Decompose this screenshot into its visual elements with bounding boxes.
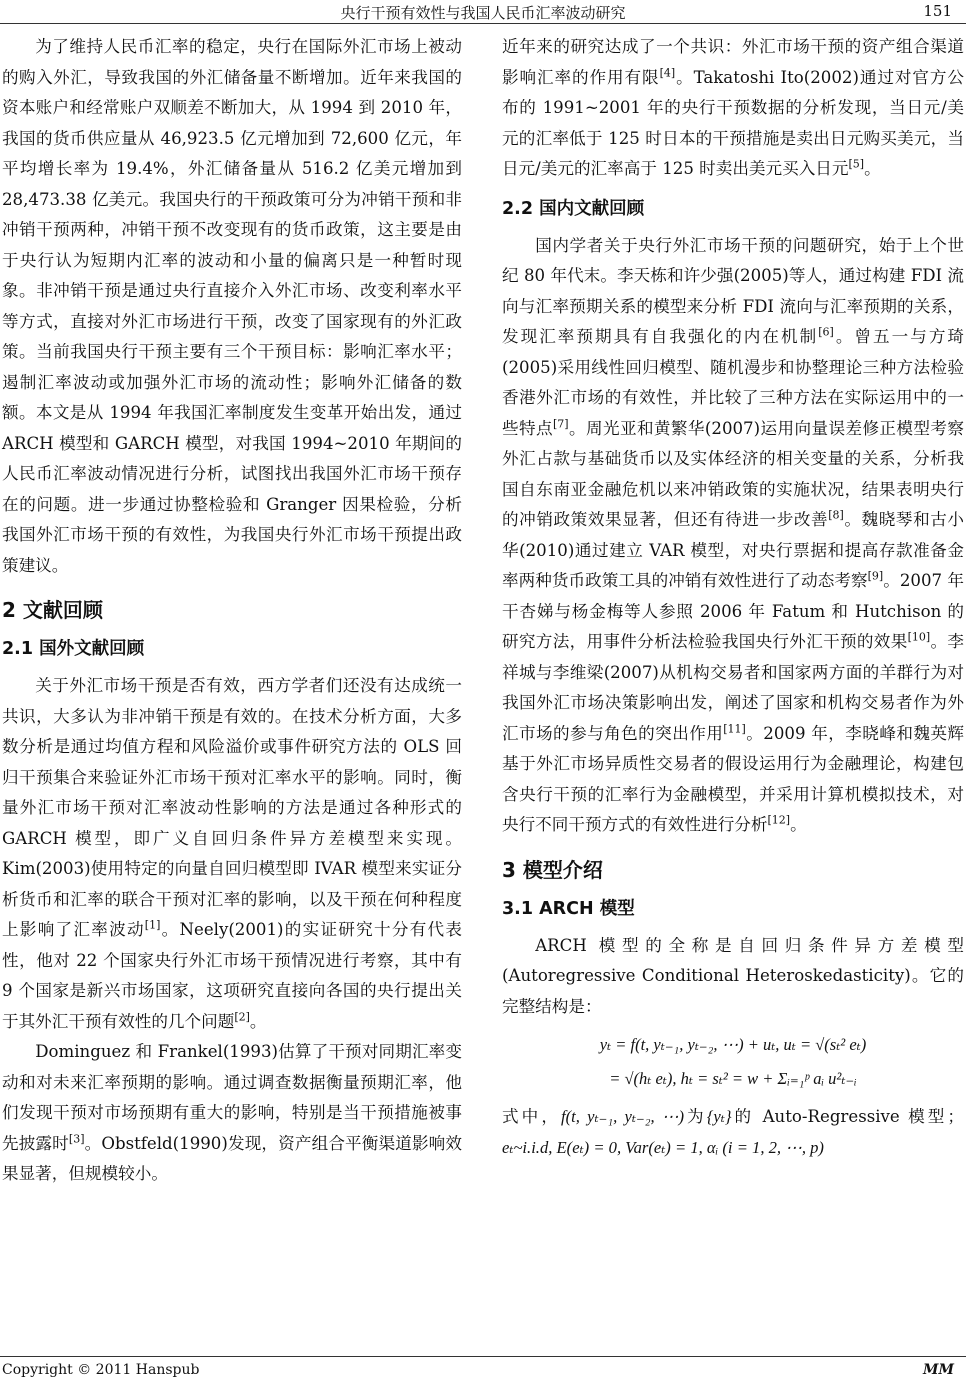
text-run: 。魏晓琴和古小华(2010)通过建立 VAR 模型，对央行票据和提高存款准备金率两种货币政策工具的冲销有效性进行了动态考察 (502, 510, 964, 590)
journal-abbrev: MM (923, 1362, 954, 1378)
section-heading-2-2: 2.2 国内文献回顾 (502, 198, 645, 219)
text-run: 为 (683, 1107, 707, 1126)
text-run: 。 (864, 159, 881, 178)
header-rule (0, 23, 966, 24)
text-run: 。Neely(2001)的实证研究十分有代表性，他对 22 个国家央行外汇市场干预情况进行考察，其中有 9 个国家是新兴市场国家，这项研究直接向各国的央行提出关于其外汇干预有效性的几个问题 (2, 920, 462, 1031)
citation-8: [8] (828, 508, 844, 522)
text-run: 。Obstfeld(1990)发现，资产组合平衡渠道影响效果显著，但规模较小。 (2, 1133, 462, 1183)
copyright-text: Copyright © 2011 Hanspub (2, 1362, 200, 1378)
consensus-paragraph (502, 32, 964, 185)
text-run: 国内学者关于央行外汇市场干预的问题研究，始于上个世纪 80 年代末。李天栋和许少强(2005)等人，通过构建 FDI 流向与汇率预期关系的模型来分析 FDI 流向与汇率预期的关系，发现汇率预期具有自我强化的内在机制 (502, 235, 964, 346)
text-run: 近年来的研究达成了一个共识：外汇市场干预的资产组合渠道影响汇率的作用有限 (502, 37, 964, 87)
page-footer (0, 1356, 966, 1386)
footer-rule (0, 1356, 966, 1357)
citation-6: [6] (818, 325, 834, 339)
formula-line-1: yₜ = f(t, yₜ₋₁, yₜ₋₂, ⋯) + uₜ, uₜ = √(sₜ² eₜ) (599, 1035, 867, 1054)
left-column (2, 32, 462, 1190)
page-header (0, 0, 966, 24)
intro-paragraph: 为了维持人民币汇率的稳定，央行在国际外汇市场上被动的购入外汇，导致我国的外汇储备量不断增加。近年来我国的资本账户和经常账户双顺差不断加大，从 1994 到 2010 年，我国的货币供应量从 46,923.5 亿元增加到 72,600 亿元，年平均增长率为 19.4%，外汇储备量从 516.2 亿美元增加到 28,473.38 亿美元。我国央行的干预政策可分为冲销干预和非冲销干预两种，冲销干预不改变现有的货币政策，这主要是由于央行认为短期内汇率的波动和小量的偏离只是一种暂时现象。非冲销干预是通过央行直接介入外汇市场、改变利率水平等方式，直接对外汇市场进行干预，改变了国家现有的外汇政策。当前我国央行干预主要有三个干预目标：影响汇率水平；遏制汇率波动或加强外汇市场的流动性；影响外汇储备的数额。本文是从 1994 年我国汇率制度发生变革开始出发，通过 ARCH 模型和 GARCH 模型，对我国 1994~2010 年期间的人民币汇率波动情况进行分析，试图找出我国外汇市场干预存在的问题。进一步通过协整检验和 Granger 因果检验，分析我国外汇市场干预的有效性，为我国央行外汇市场干预提出政策建议。 (2, 37, 462, 575)
section-heading-2: 2 文献回顾 (2, 598, 103, 622)
dominguez-paragraph (2, 1037, 462, 1190)
citation-12: [12] (767, 813, 791, 827)
domestic-literature-paragraph (502, 231, 964, 841)
text-run: Dominguez 和 Frankel(1993)估算了干预对同期汇率变动和对未来汇率预期的影响。通过调查数据衡量预期汇率，他们发现干预对市场预期有重大的影响，特别是当干预措施被事先披露时 (2, 1042, 462, 1153)
text-run: 。 (249, 1011, 267, 1031)
text-run: 。 (790, 815, 807, 834)
section-heading-2-1: 2.1 国外文献回顾 (2, 639, 145, 659)
arch-formula (502, 1028, 964, 1096)
text-run: 式中， (502, 1107, 562, 1126)
text-run: 。2007 年干杏娣与杨金梅等人参照 2006 年 Fatum 和 Hutchison 的研究方法，用事件分析法检验我国央行外汇干预的效果 (502, 571, 964, 651)
citation-9: [9] (867, 569, 884, 583)
text-run: 关于外汇市场干预是否有效，西方学者们还没有达成统一共识，大多认为非冲销干预是有效的。在技术分析方面，大多数分析是通过均值方程和风险溢价或事件研究方法的 OLS 回归干预集合来验证外汇市场干预对汇率水平的影响。同时，衡量外汇市场干预对汇率波动性影响的方法是通过各种形式的 GARCH 模型，即广义自回归条件异方差模型来实现。Kim(2003)使用特定的向量自回归模型即 IVAR 模型来实证分析货币和汇率的联合干预对汇率的影响，以及干预在何种程度上影响了汇率波动 (2, 676, 462, 939)
inline-math: eₜ~i.i.d, E(eₜ) = 0, Var(eₜ) = 1, αᵢ (i = 1, 2, ⋯, p) (502, 1137, 824, 1157)
page-number: 151 (923, 2, 952, 20)
arch-intro-paragraph: ARCH 模型的全称是自回归条件异方差模型(Autoregressive Conditional Heteroskedasticity)。它的完整结构是： (502, 935, 964, 1016)
inline-math: f(t, yₜ₋₁, yₜ₋₂, ⋯) (561, 1107, 684, 1126)
citation-2: [2] (234, 1009, 250, 1023)
citation-1: [1] (144, 918, 161, 932)
text-run: 。李祥城与李维梁(2007)从机构交易者和国家两方面的羊群行为对我国外汇市场决策影响出发，阐述了国家和机构交易者作为外汇市场的参与角色的突出作用 (502, 632, 965, 743)
right-column (502, 32, 964, 1163)
section-heading-3-1: 3.1 ARCH 模型 (502, 898, 635, 919)
citation-5: [5] (848, 157, 865, 171)
citation-3: [3] (68, 1131, 85, 1145)
section-heading-3: 3 模型介绍 (502, 857, 603, 882)
text-run: 。周光亚和黄繁华(2007)运用向量误差修正模型考察外汇占款与基础货币以及实体经济的相关变量的关系，分析我国自东南亚金融危机以来冲销政策的实施状况，结果表明央行的冲销政策效果显著，但还有待进一步改善 (502, 418, 964, 529)
formula-explanation (502, 1102, 964, 1163)
citation-7: [7] (552, 416, 569, 430)
citation-10: [10] (907, 630, 931, 644)
foreign-literature-paragraph (2, 671, 462, 1037)
text-run: 。曾五一与方琦(2005)采用线性回归模型、随机漫步和协整理论三种方法检验香港外汇市场的有效性，并比较了三种方法在实际运用中的一些特点 (502, 327, 965, 438)
text-run: 。2009 年，李晓峰和魏英辉基于外汇市场异质性交易者的假设运用行为金融理论，构建包含央行干预的汇率行为金融模型，并采用计算机模拟技术，对央行不同干预方式的有效性进行分析 (502, 723, 964, 834)
inline-math: {yₜ} (706, 1107, 732, 1126)
citation-11: [11] (723, 721, 746, 735)
text-run: 。Takatoshi Ito(2002)通过对官方公布的 1991~2001 年的央行干预数据的分析发现，当日元/美元的汇率低于 125 时日本的干预措施是卖出日元购买美元，当日元/美元的汇率高于 125 时卖出美元买入日元 (502, 67, 964, 178)
citation-4: [4] (659, 65, 676, 79)
text-run: 的 Auto-Regressive 模型； (731, 1107, 965, 1126)
running-title: 央行干预有效性与我国人民币汇率波动研究 (340, 4, 626, 22)
formula-line-2: = √(hₜ eₜ), hₜ = sₜ² = w + Σᵢ₌₁ᵖ aᵢ u²ₜ₋ᵢ (609, 1069, 857, 1088)
